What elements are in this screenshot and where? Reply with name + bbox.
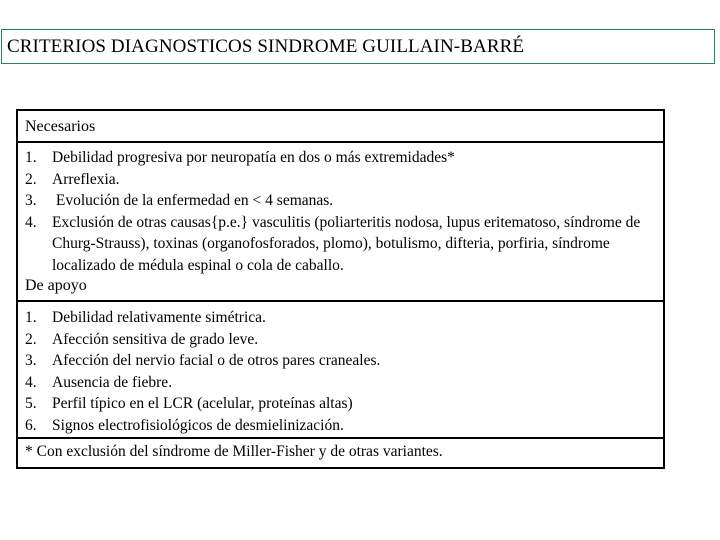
list-item [25,372,657,394]
footnote: * Con exclusión del síndrome de Miller-Fisher y de otras variantes. [25,443,443,460]
item-number: 2. [25,170,37,188]
item-number: 6. [25,416,37,434]
item-text: Afección sensitiva de grado leve. [52,330,259,348]
title-box [1,29,715,64]
necesarios-heading: Necesarios [25,118,96,135]
item-text: Exclusión de otras causas{p.e.} vasculitis (poliarteritis nodosa, lupus eritematoso, síndrome de Churg-Strauss), toxinas (organofosforados, plomo), botulismo, difteria, porfiria, síndrome localizado de médula espinal o cola de caballo. [52,213,641,274]
item-text: Perfil típico en el LCR (acelular, proteínas altas) [52,395,353,412]
page-title: CRITERIOS DIAGNOSTICOS SINDROME GUILLAIN-BARRÉ [7,36,525,57]
item-number: 4. [25,213,37,231]
list-item [25,190,657,212]
item-number: 3. [25,192,37,209]
footnote-section [18,439,663,467]
apoyo-list [25,307,657,436]
necesarios-section [18,143,663,302]
necesarios-list [25,147,657,276]
item-number: 5. [25,395,37,412]
item-text: Debilidad relativamente simétrica. [52,309,266,326]
apoyo-section [18,302,663,439]
list-item [25,350,657,372]
criteria-table [16,109,665,469]
item-text: Signos electrofisiológicos de desmielinización. [52,416,344,434]
list-item [25,212,657,277]
item-number: 1. [25,309,37,326]
list-item [25,307,657,329]
item-text: Debilidad progresiva por neuropatía en dos o más extremidades* [52,149,455,166]
apoyo-heading: De apoyo [25,277,87,294]
item-number: 3. [25,352,37,369]
list-item [25,169,657,191]
item-number: 4. [25,373,37,391]
item-text: Ausencia de fiebre. [52,373,173,391]
necesarios-header [18,111,663,143]
list-item [25,329,657,351]
item-text: Afección del nervio facial o de otros pares craneales. [52,352,381,369]
list-item [25,393,657,415]
list-item [25,415,657,437]
item-text: Evolución de la enfermedad en < 4 semanas. [52,192,334,209]
item-number: 2. [25,330,37,348]
item-number: 1. [25,149,37,166]
list-item [25,147,657,169]
item-text: Arreflexia. [52,170,120,188]
